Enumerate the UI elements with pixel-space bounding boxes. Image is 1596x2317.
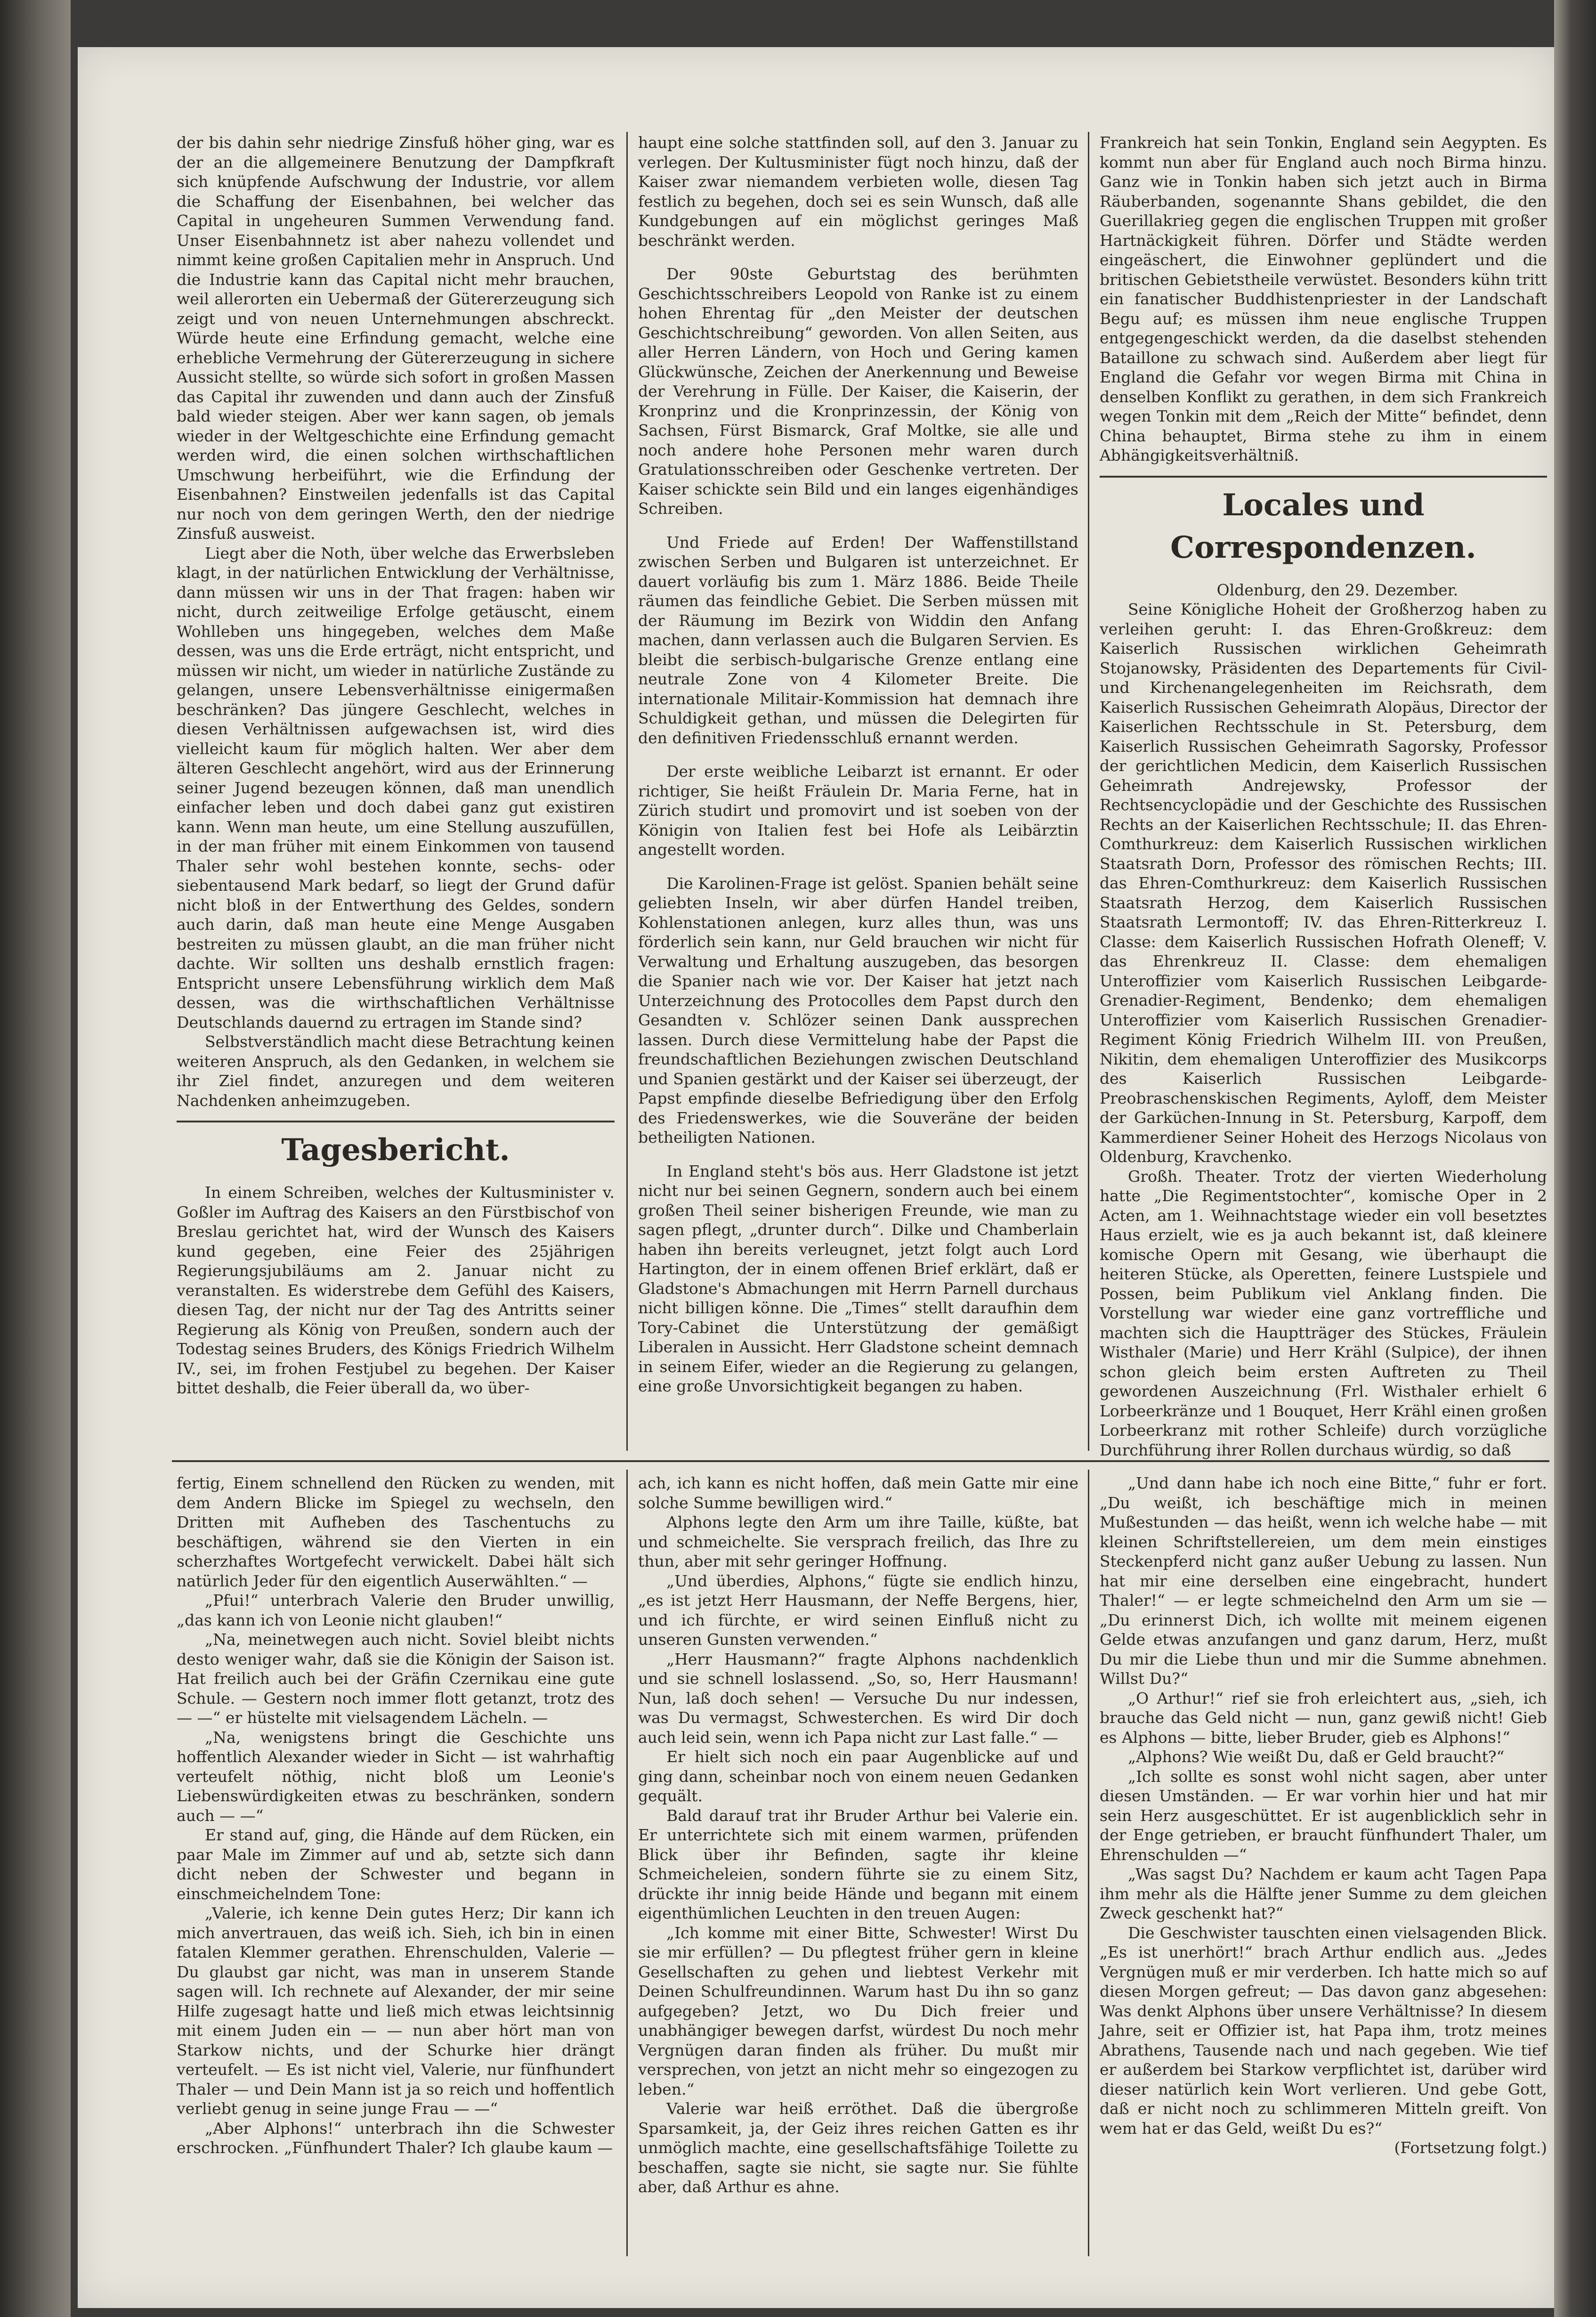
article-paragraph: In England steht's bös aus. Herr Gladstone ist jetzt nicht nur bei seinen Gegnern, sondern auch bei einem großen Theil seiner bisherigen Freunde, wie man zu sagen pflegt, „drunter durch“. Dilke und Chamberlain haben ihn bereits verleugnet, jetzt folgt auch Lord Hartington, der in einem offenen Brief erklärt, daß er Gladstone's Abmachungen mit Herrn Parnell durchaus nicht billigen könne. Die „Times“ stellt daraufhin dem Tory-Cabinet die Unterstützung der gemäßigt Liberalen in Aussicht. Herr Gladstone scheint demnach in seinem Eifer, wieder an die Regierung zu gelangen, eine große Unvorsichtigkeit begangen zu haben. [638, 1162, 1078, 1395]
story-paragraph: „Ich sollte es sonst wohl nicht sagen, aber unter diesen Umständen. — Er war vorhin hier und hat mir sein Herz ausgeschüttet. Er ist augenblicklich sehr in der Enge getrieben, er braucht fünfhundert Thaler, um Ehrenschulden —“ [1100, 1767, 1547, 1864]
story-paragraph: „Herr Hausmann?“ fragte Alphons nachdenklich und sie schnell loslassend. „So, so, Herr Hausmann! Nun, laß doch sehen! — Versuche Du nur indessen, was Du vermagst, Schwesterchen. Es wird Dir doch auch leid sein, wenn ich Papa nicht zur Last falle.“ — [638, 1650, 1078, 1747]
column-1 [177, 133, 615, 1449]
dateline: Oldenburg, den 29. Dezember. [1216, 580, 1458, 599]
article-paragraph: Großh. Theater. Trotz der vierten Wiederholung hatte „Die Regimentstochter“, komische Oper in 2 Acten, am 1. Weihnachtstage wieder ein voll besetztes Haus erzielt, wie es ja auch bekannt ist, daß kleinere komische Opern mit Gesang, wie überhaupt die heiteren Stücke, als Operetten, feinere Lustspiele und Possen, beim Publikum viel Anklang finden. Die Vorstellung war wieder eine ganz vortreffliche und machten sich die Hauptträger des Stückes, Fräulein Wisthaler (Marie) und Herr Krähl (Sulpice), der ihnen schon gleich beim ersten Auftreten zu Theil gewordenen Auszeichnung (Frl. Wisthaler erhielt 6 Lorbeerkränze und 1 Bouquet, Herr Krähl einen großen Lorbeerkranz mit rother Schleife) durch vorzügliche Durchführung ihrer Rollen durchaus würdig, so daß [1100, 1167, 1547, 1459]
article-paragraph: Der erste weibliche Leibarzt ist ernannt. Er oder richtiger, Sie heißt Fräulein Dr. Maria Ferne, hat in Zürich studirt und promovirt und ist soeben von der Königin von Italien fest bei Hofe als Leibärztin angestellt worden. [638, 762, 1078, 859]
book-spine [0, 0, 71, 2317]
column-divider [626, 1470, 628, 2256]
article-paragraph: der bis dahin sehr niedrige Zinsfuß höher ging, war es der an die allgemeinere Benutzung der Dampfkraft sich knüpfende Aufschwung der Industrie, vor allem die Schaffung der Eisenbahnen, bei welcher das Capital in ungeheuren Summen Verwendung fand. Unser Eisenbahnnetz ist aber nahezu vollendet und nimmt keine großen Capitalien mehr in Anspruch. Und die Industrie kann das Capital nicht mehr brauchen, weil allerorten ein Uebermaß der Gütererzeugung sich zeigt und von neuen Unternehmungen abschreckt. Würde heute eine Erfindung gemacht, welche eine erhebliche Vermehrung der Gütererzeugung in sichere Aussicht stellte, so würde sich sofort in großen Massen das Capital ihr zuwenden und dann auch der Zinsfuß bald wieder steigen. Aber wer kann sagen, ob jemals wieder in der Weltgeschichte eine Erfindung gemacht werden wird, die einen solchen wirthschaftlichen Umschwung herbeiführt, wie die Erfindung der Eisenbahnen? Einstweilen jedenfalls ist das Capital nur noch von dem geringen Werth, den der niedrige Zinsfuß ausweist. [177, 133, 615, 543]
story-paragraph: „Alphons? Wie weißt Du, daß er Geld braucht?“ [1128, 1748, 1505, 1766]
article-paragraph: Und Friede auf Erden! Der Waffenstillstand zwischen Serben und Bulgaren ist unterzeichnet. Er dauert vorläufig bis zum 1. März 1886. Beide Theile räumen das feindliche Gebiet. Die Serben müssen mit der Räumung im Bezirk von Widdin den Anfang machen, dann verlassen auch die Bulgaren Servien. Es bleibt die serbisch-bulgarische Grenze entlang eine neutrale Zone von 4 Kilometer Breite. Die internationale Militair-Kommission hat demnach ihre Schuldigkeit gethan, und müssen die Delegirten für den definitiven Friedensschluß ernannt werden. [638, 533, 1078, 747]
story-paragraph: „Und überdies, Alphons,“ fügte sie endlich hinzu, „es ist jetzt Herr Hausmann, der Neffe Bergens, hier, und ich fürchte, er wird seinen Einfluß nicht zu unseren Gunsten verwenden.“ [638, 1571, 1078, 1649]
story-paragraph: fertig, Einem schnellend den Rücken zu wenden, mit dem Andern Blicke im Spiegel zu wechseln, den Dritten mit Aufheben des Taschentuchs zu beschäftigen, während sie den Vierten in ein scherzhaftes Wortgefecht verwickelt. Dabei hält sich natürlich Jeder für den eigentlich Auserwählten.“ — [177, 1474, 615, 1590]
article-paragraph: In einem Schreiben, welches der Kultusminister v. Goßler im Auftrag des Kaisers an den Fürstbischof von Breslau gerichtet hat, wird der Wunsch des Kaisers kund gegeben, eine Feier des 25jährigen Regierungsjubiläums am 2. Januar nicht zu veranstalten. Es widerstrebe dem Gefühl des Kaisers, diesen Tag, der nicht nur der Tag des Antritts seiner Regierung als König von Preußen, sondern auch der Todestag seines Bruders, des Königs Friedrich Wilhelm IV., sei, im frohen Festjubel zu begehen. Der Kaiser bittet deshalb, die Feier überall da, wo über- [177, 1183, 615, 1397]
story-paragraph: „Aber Alphons!“ unterbrach ihn die Schwester erschrocken. „Fünfhundert Thaler? Ich glaube kaum — [177, 2119, 615, 2157]
article-paragraph: Liegt aber die Noth, über welche das Erwerbsleben klagt, in der natürlichen Entwicklung der Verhältnisse, dann müssen wir uns in der That fragen: haben wir nicht, durch zeitweilige Erfolge getäuscht, einem Wohlleben uns hingegeben, welches dem Maße dessen, was uns die Erde erträgt, nicht entspricht, und müssen wir nicht, um wieder in natürliche Zustände zu gelangen, unsere Lebensverhältnisse einigermaßen beschränken? Das jüngere Geschlecht, welches in diesen Verhältnissen aufgewachsen ist, wird dies vielleicht kaum für möglich halten. Wer aber dem älteren Geschlecht angehört, wird aus der Erinnerung seiner Jugend bezeugen können, daß man unendlich einfacher leben und doch dabei ganz gut existiren kann. Wenn man heute, um eine Stellung auszufüllen, in der man früher mit einem Einkommen von tausend Thaler sehr wohl bestehen konnte, sechs- oder siebentausend Mark bedarf, so liegt der Grund dafür nicht bloß in der Entwerthung des Geldes, sondern auch darin, daß man heute eine Menge Ausgaben bestreiten zu müssen glaubt, an die man früher nicht dachte. Wir sollten uns deshalb ernstlich fragen: Entspricht unsere Lebensführung wirklich dem Maß dessen, was die wirthschaftlichen Verhältnisse Deutschlands dauernd zu ertragen im Stande sind? [177, 544, 615, 1032]
column-2 [638, 133, 1078, 1449]
story-paragraph: Bald darauf trat ihr Bruder Arthur bei Valerie ein. Er unterrichtete sich mit einem warmen, prüfenden Blick über ihr Befinden, sagte ihr kleine Schmeicheleien, sondern führte sie zu einem Sitz, drückte ihr innig beide Hände und begann mit einem eigenthümlichen Leuchten in den treuen Augen: [638, 1806, 1078, 1922]
column-3 [1100, 133, 1547, 1459]
story-paragraph: ach, ich kann es nicht hoffen, daß mein Gatte mir eine solche Summe bewilligen wird.“ [638, 1474, 1078, 1512]
page-edge [1554, 0, 1596, 2317]
story-paragraph: „Und dann habe ich noch eine Bitte,“ fuhr er fort. „Du weißt, ich beschäftige mich in meinen Mußestunden — das heißt, wenn ich welche habe — mit kleinen Schriftstellereien, um dem mein einstiges Steckenpferd nicht ganz außer Uebung zu lassen. Nun hat mir eine derselben eine eingebracht, hundert Thaler!“ — er legte schmeichelnd den Arm um sie — „Du erinnerst Dich, ich wollte mit meinem eigenen Gelde etwas anzufangen und ganz darum, Herz, mußt Du mir die Liebe thun und mir die Summe abnehmen. Willst Du?“ [1100, 1474, 1547, 1688]
column-divider [626, 132, 628, 1451]
article-paragraph: Selbstverständlich macht diese Betrachtung keinen weiteren Anspruch, als den Gedanken, in welchem sie ihr Ziel findet, anzuregen und dem weiteren Nachdenken anheimzugeben. [177, 1032, 615, 1110]
article-paragraph: Der 90ste Geburtstag des berühmten Geschichtsschreibers Leopold von Ranke ist zu einem hohen Ehrentag für „den Meister der deutschen Geschichtschreibung“ geworden. Von allen Seiten, aus aller Herren Ländern, von Hoch und Gering kamen Glückwünsche, Zeichen der Anerkennung und Beweise der Verehrung in Fülle. Der Kaiser, die Kaiserin, der Kronprinz und die Kronprinzessin, der König von Sachsen, Fürst Bismarck, Graf Moltke, sie alle und noch andere hohe Personen mehr waren durch Gratulationsschreiben oder Geschenke vertreten. Der Kaiser schickte sein Bild und ein langes eigenhändiges Schreiben. [638, 265, 1078, 518]
feuilleton-column-2 [638, 1473, 1078, 2255]
story-paragraph: „O Arthur!“ rief sie froh erleichtert aus, „sieh, ich brauche das Geld nicht — nun, ganz gewiß nicht! Gieb es Alphons — bitte, lieber Bruder, gieb es Alphons!“ [1100, 1689, 1547, 1747]
continuation-note: (Fortsetzung folgt.) [1394, 2138, 1547, 2157]
story-paragraph: „Na, wenigstens bringt die Geschichte uns hoffentlich Alexander wieder in Sicht — ist wahrhaftig verteufelt nöthig, nicht bloß um Leonie's Liebenswürdigkeiten etwas zu beschränken, sondern auch — —“ [177, 1728, 615, 1825]
column-divider [1088, 132, 1089, 1451]
story-paragraph: Er stand auf, ging, die Hände auf dem Rücken, ein paar Male im Zimmer auf und ab, setzte sich dann dicht neben der Schwester und begann in einschmeichelndem Tone: [177, 1826, 615, 1903]
story-paragraph: „Valerie, ich kenne Dein gutes Herz; Dir kann ich mich anvertrauen, das weiß ich. Sieh, ich bin in einen fatalen Klemmer gerathen. Ehrenschulden, Valerie — Du glaubst gar nicht, was man in unserem Stande sagen will. Ich rechnete auf Alexander, der mir seine Hilfe zugesagt hatte und ließ mich etwas leichtsinnig mit einem Juden ein — — nun aber hört man von Starkow nichts, und der Schurke hier drängt verteufelt. — Es ist nicht viel, Valerie, nur fünfhundert Thaler — und Dein Mann ist ja so reich und hoffentlich verliebt genug in seine junge Frau — —“ [177, 1904, 615, 2118]
story-paragraph: Valerie war heiß erröthet. Daß die übergroße Sparsamkeit, ja, der Geiz ihres reichen Gatten es ihr unmöglich machte, eine gesellschaftsfähige Toilette zu beschaffen, sagte sie nicht, sie sagte nur. Sie fühlte aber, daß Arthur es ahne. [638, 2099, 1078, 2196]
story-paragraph: Die Geschwister tauschten einen vielsagenden Blick. „Es ist unerhört!“ brach Arthur endlich aus. „Jedes Vergnügen muß er mir verderben. Ich hatte mich so auf diesen Morgen gefreut; — Das davon ganz abgesehen: Was denkt Alphons über unsere Verhältnisse? In diesem Jahre, seit er Offizier ist, hat Papa ihm, trotz meines Abrathens, Tausende nach und nach gegeben. Wie tief er außerdem bei Starkow verpflichtet ist, darüber wird dieser natürlich kein Wort verlieren. Und gebe Gott, daß er nicht noch zu schlimmeren Mitteln greift. Von wem hat er das Geld, weißt Du es?“ [1100, 1923, 1547, 2138]
story-paragraph: „Was sagst Du? Nachdem er kaum acht Tagen Papa ihm mehr als die Hälfte jener Summe zu dem gleichen Zweck geschenkt hat?“ [1100, 1865, 1547, 1922]
article-paragraph: haupt eine solche stattfinden soll, auf den 3. Januar zu verlegen. Der Kultusminister fügt noch hinzu, daß der Kaiser zwar niemandem verbieten wolle, diesen Tag festlich zu begehen, doch sei es sein Wunsch, daß alle Kundgebungen auf ein möglichst geringes Maß beschränkt werden. [638, 133, 1078, 250]
section-heading-locales: Locales und Correspondenzen. [1100, 476, 1547, 569]
article-paragraph: Seine Königliche Hoheit der Großherzog haben zu verleihen geruht: I. das Ehren-Großkreuz: dem Kaiserlich Russischen wirklichen Geheimrath Stojanowsky, Präsidenten des Departements für Civil- und Kirchenangelegenheiten im Reichsrath, dem Kaiserlich Russischen Geheimrath Alopäus, Director der Kaiserlichen Rechtsschule in St. Petersburg, dem Kaiserlich Russischen Geheimrath Sagorsky, Professor der gerichtlichen Medicin, dem Kaiserlich Russischen Geheimrath Andrejewsky, Professor der Rechtsencyclopädie und der Geschichte des Russischen Rechts an der Kaiserlichen Rechtsschule; II. das Ehren-Comthurkreuz: dem Kaiserlich Russischen wirklichen Staatsrath Dorn, Professor des römischen Rechts; III. das Ehren-Comthurkreuz: dem Kaiserlich Russischen Staatsrath Herzog, dem Kaiserlich Russischen Staatsrath Lermontoff; IV. das Ehren-Ritterkreuz I. Classe: dem Kaiserlich Russischen Hofrath Oleneff; V. das Ehrenkreuz II. Classe: dem ehemaligen Unteroffizier vom Kaiserlich Russischen Leibgarde-Grenadier-Regiment, Bendenko; dem ehemaligen Unteroffizier vom Kaiserlich Russischen Grenadier-Regiment König Friedrich Wilhelm III. von Preußen, Nikitin, dem ehemaligen Unteroffizier des Musikcorps des Kaiserlich Russischen Leibgarde-Preobraschenskischen Regiments, Ayloff, dem Meister der Garküchen-Innung in St. Petersburg, Karpoff, dem Kammerdiener Seiner Hoheit des Herzogs Nicolaus von Oldenburg, Kravchenko. [1100, 600, 1547, 1166]
column-divider [1088, 1470, 1089, 2256]
feuilleton-divider [172, 1460, 1549, 1462]
section-heading-tagesbericht: Tagesbericht. [177, 1121, 615, 1171]
story-paragraph: Alphons legte den Arm um ihre Taille, küßte, bat und schmeichelte. Sie versprach freilich, das Ihre zu thun, aber mit sehr geringer Hoffnung. [638, 1513, 1078, 1570]
story-paragraph: Er hielt sich noch ein paar Augenblicke auf und ging dann, scheinbar noch von einem neuen Gedanken gequält. [638, 1748, 1078, 1805]
story-paragraph: „Pfui!“ unterbrach Valerie den Bruder unwillig, „das kann ich von Leonie nicht glauben!“ [177, 1591, 615, 1629]
feuilleton-column-1 [177, 1473, 615, 2255]
story-paragraph: „Na, meinetwegen auch nicht. Soviel bleibt nichts desto weniger wahr, daß sie die Königin der Saison ist. Hat freilich auch bei der Gräfin Czernikau eine gute Schule. — Gestern noch immer flott getanzt, trotz des — —“ er hüstelte mit vielsagendem Lächeln. — [177, 1630, 615, 1727]
article-paragraph: Die Karolinen-Frage ist gelöst. Spanien behält seine geliebten Inseln, wir aber dürfen Handel treiben, Kohlenstationen anlegen, kurz alles thun, was uns förderlich sein kann, nur Geld brauchen wir nicht für Verwaltung und Erhaltung auszugeben, das besorgen die Spanier nach wie vor. Der Kaiser hat jetzt nach Unterzeichnung des Protocolles dem Papst durch den Gesandten v. Schlözer seinen Dank aussprechen lassen. Durch diese Vermittelung habe der Papst die freundschaftlichen Beziehungen zwischen Deutschland und Spanien gestärkt und der Kaiser sei überzeugt, der Papst empfinde dieselbe Befriedigung über den Erfolg des Friedenswerkes, wie die Souveräne der beiden betheiligten Nationen. [638, 874, 1078, 1146]
story-paragraph: „Ich komme mit einer Bitte, Schwester! Wirst Du sie mir erfüllen? — Du pflegtest früher gern in kleine Gesellschaften zu gehen und liebtest Verkehr mit Deinen Schulfreundinnen. Warum hast Du ihn so ganz aufgegeben? Jetzt, wo Du Dich freier und unabhängiger bewegen darfst, würdest Du noch mehr Vergnügen daran finden als früher. Du mußt mir versprechen, von jetzt an nicht mehr so eingezogen zu leben.“ [638, 1923, 1078, 2098]
feuilleton-column-3 [1100, 1473, 1547, 2255]
article-paragraph: Frankreich hat sein Tonkin, England sein Aegypten. Es kommt nun aber für England auch noch Birma hinzu. Ganz wie in Tonkin haben sich jetzt auch in Birma Räuberbanden, sogenannte Shans gebildet, die den Guerillakrieg gegen die englischen Truppen mit großer Hartnäckigkeit führen. Dörfer und Städte werden eingeäschert, die Einwohner geplündert und die britischen Gebietstheile verwüstet. Besonders kühn tritt ein fanatischer Buddhistenpriester in der Landschaft Begu auf; es müssen ihm neue englische Truppen entgegengeschickt werden, da die daselbst stehenden Bataillone zu schwach sind. Außerdem aber liegt für England die Gefahr vor wegen Birma mit China in denselben Konflikt zu gerathen, in dem sich Frankreich wegen Tonkin mit dem „Reich der Mitte“ befindet, denn China behauptet, Birma stehe zu ihm in einem Abhängigkeitsverhältniß. [1100, 133, 1547, 464]
